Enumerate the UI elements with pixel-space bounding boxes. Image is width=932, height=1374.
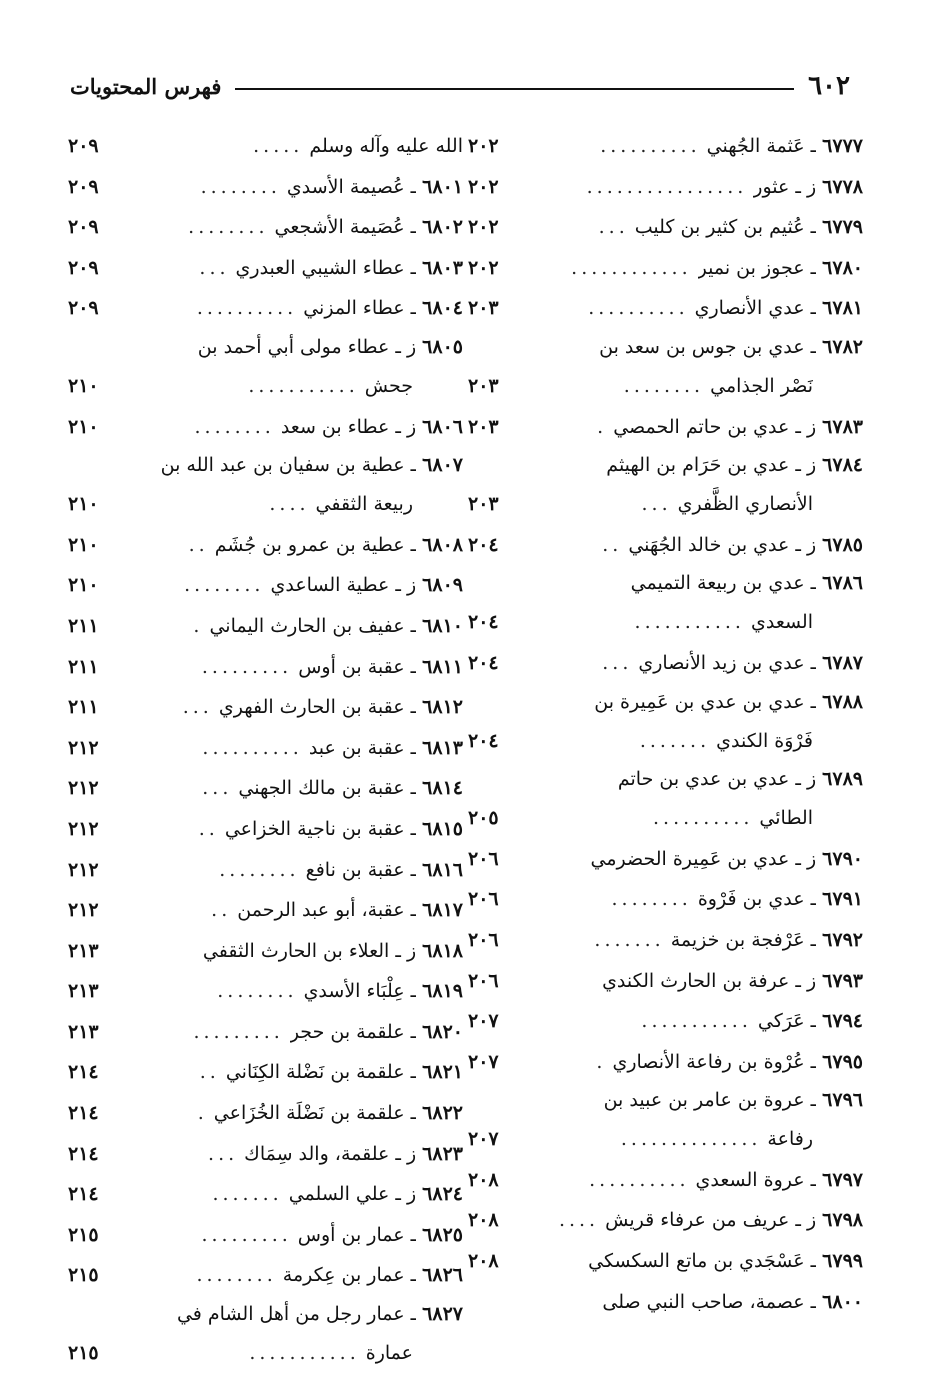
toc-entry xyxy=(68,248,463,289)
entry-page-number: ٢٠٩ xyxy=(68,135,99,157)
entry-number: ٦٨٠٥ xyxy=(422,335,463,358)
entry-title: ـ عقبة بن الحارث الفهري xyxy=(218,696,417,719)
entry-number: ٦٧٨٦ xyxy=(822,572,863,595)
dot-leader: ... xyxy=(598,216,629,239)
entry-number: ٦٧٩٣ xyxy=(822,969,863,992)
entry-page-number: ٢١٢ xyxy=(68,777,99,800)
entry-page-number: ٢١٣ xyxy=(68,1020,99,1043)
entry-page-number: ٢٠٩ xyxy=(68,216,99,239)
toc-entry xyxy=(68,1296,463,1333)
toc-entry xyxy=(468,839,863,880)
entry-number: ٦٨١٣ xyxy=(422,736,463,759)
toc-entry xyxy=(468,879,863,920)
entry-title: ـ عقبة بن ناجية الخزاعي xyxy=(224,817,417,840)
entry-title: ـ علقمة بن نَضْلَة الخُزَاعي xyxy=(213,1102,417,1125)
dot-leader: ......... xyxy=(201,1223,292,1246)
entry-number: ٦٨٠١ xyxy=(422,175,463,198)
toc-entry xyxy=(468,920,863,961)
dot-leader: .... xyxy=(558,1209,600,1232)
entry-page-number: ٢٠٧ xyxy=(468,1128,499,1151)
toc-entry xyxy=(468,761,863,798)
entry-number: ٦٧٩٤ xyxy=(822,1010,863,1033)
entry-page-number: ٢٠٦ xyxy=(468,888,499,911)
entry-number: ٦٨٢٠ xyxy=(422,1020,463,1043)
entry-title: ز ـ عرفة بن الحارث الكندي xyxy=(602,969,817,992)
entry-title: ـ عصمة، صاحب النبي صلى xyxy=(602,1290,817,1313)
dot-leader: ........ xyxy=(196,1264,277,1287)
entry-page-number: ٢١٠ xyxy=(68,374,99,397)
entry-page-number: ٢٠٩ xyxy=(68,297,99,320)
toc-entry xyxy=(68,606,463,647)
entry-number: ٦٧٩٦ xyxy=(822,1089,863,1112)
entry-number: ٦٨٢٥ xyxy=(422,1223,463,1246)
entry-number: ٦٨١٨ xyxy=(422,939,463,962)
dot-leader: ........ xyxy=(188,216,269,239)
entry-page-number: ٢١٤ xyxy=(68,1061,99,1084)
entry-title: ـ عُصَيمة الأشجعي xyxy=(274,216,417,239)
toc-entry-continuation xyxy=(468,484,863,525)
page-title: فهرس المحتويات xyxy=(70,73,222,99)
toc-entry xyxy=(68,1012,463,1053)
entry-page-number: ٢١٣ xyxy=(68,939,99,962)
toc-entry xyxy=(468,1082,863,1119)
entry-page-number: ٢٠٢ xyxy=(468,175,499,198)
toc-entry xyxy=(468,126,863,167)
entry-number: ٦٧٨٧ xyxy=(822,651,863,674)
toc-entry xyxy=(468,565,863,602)
entry-number: ٦٧٩٥ xyxy=(822,1050,863,1073)
entry-page-number: ٢١٠ xyxy=(68,574,99,597)
toc-entry xyxy=(68,647,463,688)
dot-leader: ........... xyxy=(634,611,745,634)
dot-leader: ........ xyxy=(623,374,705,397)
dot-leader: ....... xyxy=(639,729,711,752)
entry-title: ـ عَثمة الجُهني xyxy=(706,135,817,157)
entry-title: ـ عقبة بن مالك الجهني xyxy=(238,777,417,800)
dot-leader: . xyxy=(193,614,204,637)
entry-page-number: ٢١١ xyxy=(68,696,99,719)
entry-page-number: ٢١٢ xyxy=(68,736,99,759)
toc-entry xyxy=(468,525,863,566)
entry-number: ٦٧٨٤ xyxy=(822,454,863,477)
entry-title: ز ـ عدي بن عَمِيرة الحضرمي xyxy=(590,847,817,870)
entry-title-continuation: الطائي xyxy=(759,807,813,830)
entry-page-number: ٢٠٩ xyxy=(68,256,99,279)
entry-title: ـ عدي بن فَرْوة xyxy=(697,888,817,911)
entry-page-number: ٢٠٣ xyxy=(468,415,499,438)
toc-entry xyxy=(468,329,863,366)
toc-entry xyxy=(68,1174,463,1215)
toc-entry xyxy=(68,850,463,891)
dot-leader: .... xyxy=(269,493,310,516)
toc-entry xyxy=(68,565,463,606)
dot-leader: ... xyxy=(182,696,213,719)
toc-entry xyxy=(68,525,463,566)
entry-title: ـ عقبة بن عبد xyxy=(308,736,417,759)
entry-page-number: ٢٠٤ xyxy=(468,651,499,674)
dot-leader: ........ xyxy=(184,574,265,597)
entry-number: ٦٨١٦ xyxy=(422,858,463,881)
entry-title: ـ عدي بن جوس بن سعد بن xyxy=(599,335,817,358)
entry-title: ـ علقمة بن نَضْلة الكِنَاني xyxy=(225,1061,417,1084)
entry-number: ٦٧٩١ xyxy=(822,888,863,911)
dot-leader: .......... xyxy=(589,1168,690,1191)
entry-number: ٦٨١٢ xyxy=(422,696,463,719)
entry-title: ز ـ عدي بن حَرَام بن الهيثم xyxy=(606,454,817,477)
entry-number: ٦٧٩٨ xyxy=(822,1209,863,1232)
entry-page-number: ٢٠٨ xyxy=(468,1168,499,1191)
dot-leader: ........ xyxy=(611,888,692,911)
entry-number: ٦٧٩٩ xyxy=(822,1250,863,1273)
entry-page-number: ٢١١ xyxy=(68,614,99,637)
toc-entry xyxy=(68,1255,463,1296)
entry-number: ٦٧٧٧ xyxy=(822,135,863,157)
entry-title: ـ عطاء المزني xyxy=(303,297,417,320)
entry-title: ز ـ عطاء مولى أبي أحمد بن xyxy=(197,335,417,358)
toc-entry xyxy=(68,687,463,728)
entry-page-number: ٢٠٤ xyxy=(468,611,499,634)
entry-page-number: ٢٠٣ xyxy=(468,297,499,320)
dot-leader: ... xyxy=(199,256,230,279)
entry-title: ـ عفيف بن الحارث اليماني xyxy=(209,614,417,637)
entry-title: ـ عطية بن سفيان بن عبد الله بن xyxy=(160,454,417,477)
dot-leader: . xyxy=(596,1050,607,1073)
toc-entry xyxy=(468,961,863,1002)
toc-entry xyxy=(468,684,863,721)
entry-number: ٦٨١١ xyxy=(422,655,463,678)
entry-title-continuation: الأنصاري الظَّفري xyxy=(677,493,813,516)
entry-title-continuation: عمارة xyxy=(365,1342,413,1365)
entry-title: ـ عُثيم بن كثير بن كليب xyxy=(634,216,817,239)
entry-number: ٦٨٠٩ xyxy=(422,574,463,597)
entry-title: ز ـ عطية الساعدي xyxy=(270,574,417,597)
entry-page-number: ٢١٤ xyxy=(68,1102,99,1125)
toc-entry xyxy=(468,167,863,208)
entry-page-number: ٢١٢ xyxy=(68,858,99,881)
entry-page-number: ٢١٤ xyxy=(68,1142,99,1165)
dot-leader: ......... xyxy=(201,655,293,678)
page-number: ٦٠٢ xyxy=(808,71,850,101)
entry-title-continuation: ربيعة الثقفي xyxy=(315,493,413,516)
toc-column-right xyxy=(468,126,863,1322)
entry-page-number: ٢١٠ xyxy=(68,533,99,556)
dot-leader: .......... xyxy=(588,297,689,320)
entry-number: ٦٨٠٢ xyxy=(422,216,463,239)
entry-page-number: ٢١٢ xyxy=(68,899,99,922)
toc-entry xyxy=(68,288,463,329)
entry-title: ـ عمار رجل من أهل الشام في xyxy=(176,1303,417,1326)
dot-leader: .. xyxy=(211,899,232,922)
dot-leader: ........ xyxy=(219,858,300,881)
entry-page-number: ٢١٥ xyxy=(68,1223,99,1246)
toc-entry xyxy=(68,931,463,972)
entry-title: ز ـ عدي بن عدي بن حاتم xyxy=(617,768,817,791)
entry-title: ـ عقبة بن أوس xyxy=(298,655,417,678)
toc-entry-continuation xyxy=(468,366,863,407)
dot-leader: ............ xyxy=(571,256,692,279)
entry-number: ٦٨٢٧ xyxy=(422,1303,463,1326)
entry-number: ٦٧٨٣ xyxy=(822,415,863,438)
toc-entry xyxy=(68,167,463,208)
entry-number: ٦٨٠٦ xyxy=(422,415,463,438)
dot-leader: ... xyxy=(641,493,672,516)
entry-number: ٦٧٧٩ xyxy=(822,216,863,239)
toc-entry xyxy=(68,971,463,1012)
toc-entry-continuation xyxy=(468,1119,863,1160)
entry-title: ـ عقبة، أبو عبد الرحمن xyxy=(237,899,417,922)
entry-page-number: ٢٠٢ xyxy=(468,216,499,239)
toc-entry-continuation xyxy=(68,366,463,407)
entry-number: ٦٨٠٤ xyxy=(422,297,463,320)
dot-leader: .............. xyxy=(620,1128,762,1151)
entry-title: ـ عمار بن أوس xyxy=(297,1223,417,1246)
entry-title: ز ـ عدي بن حاتم الحمصي xyxy=(613,415,817,438)
entry-number: ٦٧٨٥ xyxy=(822,533,863,556)
dot-leader: .. xyxy=(602,533,623,556)
toc-entry xyxy=(468,248,863,289)
entry-number: ٦٨٠٣ xyxy=(422,256,463,279)
entry-page-number: ٢٠٤ xyxy=(468,533,499,556)
toc-entry xyxy=(468,407,863,448)
entry-title: ـ عطاء الشيبي العبدري xyxy=(235,256,417,279)
entry-title: ـ عدي بن زيد الأنصاري xyxy=(638,651,817,674)
entry-title: ـ عدي بن عدي بن عَمِيرة بن xyxy=(594,690,817,713)
entry-page-number: ٢١٥ xyxy=(68,1264,99,1287)
entry-page-number: ٢٠٤ xyxy=(468,729,499,752)
entry-number: ٦٧٨١ xyxy=(822,297,863,320)
dot-leader: .. xyxy=(199,1061,220,1084)
entry-title: ز ـ علقمة، والد سِمَاك xyxy=(244,1142,417,1165)
entry-page-number: ٢٠٣ xyxy=(468,374,499,397)
entry-page-number: ٢١٢ xyxy=(68,817,99,840)
entry-title: ـ عروة السعدي xyxy=(695,1168,817,1191)
entry-number: ٦٨١٥ xyxy=(422,817,463,840)
dot-leader: .......... xyxy=(202,736,303,759)
entry-page-number: ٢١١ xyxy=(68,655,99,678)
entry-title: ز ـ العلاء بن الحارث الثقفي xyxy=(202,939,417,962)
entry-number: ٦٧٨٨ xyxy=(822,690,863,713)
entry-page-number: ٢٠٢ xyxy=(468,256,499,279)
toc-entry xyxy=(68,447,463,484)
entry-title: ـ عطية بن عمرو بن جُشَم xyxy=(214,533,417,556)
entry-number: ٦٨٢٤ xyxy=(422,1183,463,1206)
entry-page-number: ٢٠٧ xyxy=(468,1050,499,1073)
toc-entry xyxy=(68,809,463,850)
entry-number: ٦٧٨٩ xyxy=(822,768,863,791)
toc-column-left xyxy=(68,126,463,1374)
entry-title: ز ـ عريف من عرفاء قريش xyxy=(605,1209,817,1232)
dot-leader: .. xyxy=(188,533,209,556)
dot-leader: ........ xyxy=(194,415,275,438)
entry-page-number: ٢١٠ xyxy=(68,493,99,516)
dot-leader: ................ xyxy=(586,175,748,198)
toc-entry xyxy=(68,126,463,167)
toc-entry xyxy=(468,1200,863,1241)
toc-entry-continuation xyxy=(68,484,463,525)
entry-page-number: ٢١٠ xyxy=(68,415,99,438)
dot-leader: ........... xyxy=(248,374,359,397)
entry-number: ٦٧٧٨ xyxy=(822,175,863,198)
entry-page-number: ٢١٤ xyxy=(68,1183,99,1206)
entry-number: ٦٨١٠ xyxy=(422,614,463,637)
toc-entry xyxy=(468,643,863,684)
dot-leader: ........ xyxy=(200,175,281,198)
toc-entry-continuation xyxy=(468,798,863,839)
entry-title: ـ عَرَكي xyxy=(757,1010,817,1033)
entry-page-number: ٢٠٥ xyxy=(468,807,499,830)
entry-page-number: ٢٠٦ xyxy=(468,969,499,992)
dot-leader: .. xyxy=(198,817,219,840)
entry-page-number: ٢٠٣ xyxy=(468,493,499,516)
dot-leader: ....... xyxy=(212,1183,283,1206)
entry-number: ٦٨٢٦ xyxy=(422,1264,463,1287)
dot-leader: ....... xyxy=(594,928,665,951)
entry-title: ـ عدي بن ربيعة التميمي xyxy=(630,572,817,595)
toc-entry xyxy=(468,288,863,329)
toc-entry xyxy=(68,1093,463,1134)
entry-page-number: ٢١٥ xyxy=(68,1342,99,1365)
entry-title-continuation: رفاعة xyxy=(767,1128,813,1151)
entry-number: ٦٨٢١ xyxy=(422,1061,463,1084)
entry-number: ٦٨٢٣ xyxy=(422,1142,463,1165)
dot-leader: ........... xyxy=(249,1342,360,1365)
entry-number: ٦٧٩٢ xyxy=(822,928,863,951)
entry-title-continuation: جحش xyxy=(364,374,413,397)
entry-page-number: ٢٠٧ xyxy=(468,1010,499,1033)
dot-leader: . xyxy=(597,415,608,438)
toc-entry xyxy=(68,728,463,769)
entry-title: ـ عَسْجَدي بن ماتع السكسكي xyxy=(588,1250,817,1273)
toc-entry-continuation xyxy=(468,602,863,643)
dot-leader: ........ xyxy=(217,980,298,1003)
entry-title: ز ـ علي السلمي xyxy=(288,1183,417,1206)
entry-title: ـ عدي الأنصاري xyxy=(694,297,817,320)
toc-entry xyxy=(68,207,463,248)
toc-entry xyxy=(468,1001,863,1042)
entry-title: ـ عُصيمة الأسدي xyxy=(286,175,417,198)
entry-title: الله عليه وآله وسلم xyxy=(309,135,463,157)
entry-number: ٦٨٠٧ xyxy=(422,454,463,477)
entry-page-number: ٢٠٢ xyxy=(468,135,499,157)
entry-title: ـ عقبة بن نافع xyxy=(305,858,417,881)
entry-page-number: ٢٠٦ xyxy=(468,928,499,951)
toc-entry xyxy=(68,329,463,366)
toc-entry xyxy=(468,447,863,484)
entry-title: ز ـ عثور xyxy=(753,175,817,198)
toc-entry xyxy=(468,1160,863,1201)
entry-title: ز ـ عطاء بن سعد xyxy=(280,415,417,438)
entry-title: ـ عجوز بن نمير xyxy=(697,256,817,279)
dot-leader: ... xyxy=(602,651,633,674)
toc-entry-continuation xyxy=(68,1333,463,1374)
header-rule xyxy=(235,88,794,90)
toc-entry xyxy=(468,1042,863,1083)
dot-leader: ........... xyxy=(641,1010,752,1033)
entry-page-number: ٢٠٨ xyxy=(468,1250,499,1273)
entry-number: ٦٨٢٢ xyxy=(422,1102,463,1125)
dot-leader: .......... xyxy=(600,135,701,157)
entry-number: ٦٧٨٠ xyxy=(822,256,863,279)
toc-entry xyxy=(468,1241,863,1282)
entry-number: ٦٧٨٢ xyxy=(822,335,863,358)
toc-entry xyxy=(68,768,463,809)
entry-title: ز ـ عدي بن خالد الجُهَني xyxy=(628,533,817,556)
entry-title: ـ عُرْوة بن رفاعة الأنصاري xyxy=(612,1050,817,1073)
dot-leader: ... xyxy=(202,777,233,800)
entry-title-continuation: نَصْر الجذامي xyxy=(710,374,813,397)
toc-entry xyxy=(68,890,463,931)
toc-entry xyxy=(68,1215,463,1256)
entry-number: ٦٨١٩ xyxy=(422,980,463,1003)
entry-number: ٦٨١٤ xyxy=(422,777,463,800)
dot-leader: ......... xyxy=(193,1020,284,1043)
page-header xyxy=(70,66,850,106)
toc-entry xyxy=(468,207,863,248)
entry-page-number: ٢٠٩ xyxy=(68,175,99,198)
entry-title: ـ عروة بن عامر بن عبيد بن xyxy=(603,1089,817,1112)
entry-title: ـ علقمة بن حجر xyxy=(289,1020,417,1043)
toc-entry xyxy=(468,1282,863,1323)
dot-leader: . xyxy=(197,1102,208,1125)
entry-number: ٦٧٩٧ xyxy=(822,1168,863,1191)
toc-entry xyxy=(68,1134,463,1175)
entry-title: ـ عمار بن عِكرمة xyxy=(282,1264,417,1287)
dot-leader: ... xyxy=(208,1142,239,1165)
dot-leader: .......... xyxy=(196,297,298,320)
entry-title: ـ عِلْبَاء الأسدي xyxy=(303,980,417,1003)
dot-leader: ..... xyxy=(253,135,304,157)
toc-entry-continuation xyxy=(468,721,863,762)
entry-title: ـ عَرْفجة بن خزيمة xyxy=(670,928,817,951)
entry-number: ٦٧٩٠ xyxy=(822,847,863,870)
toc-entry xyxy=(68,407,463,448)
entry-page-number: ٢١٣ xyxy=(68,980,99,1003)
entry-page-number: ٢٠٨ xyxy=(468,1209,499,1232)
entry-number: ٦٨٠٨ xyxy=(422,533,463,556)
dot-leader: .......... xyxy=(653,807,754,830)
entry-title-continuation: فَرْوَة الكندي xyxy=(716,729,813,752)
toc-entry xyxy=(68,1052,463,1093)
entry-number: ٦٨٠٠ xyxy=(822,1290,863,1313)
entry-title-continuation: السعدي xyxy=(750,611,813,634)
entry-page-number: ٢٠٦ xyxy=(468,847,499,870)
entry-number: ٦٨١٧ xyxy=(422,899,463,922)
